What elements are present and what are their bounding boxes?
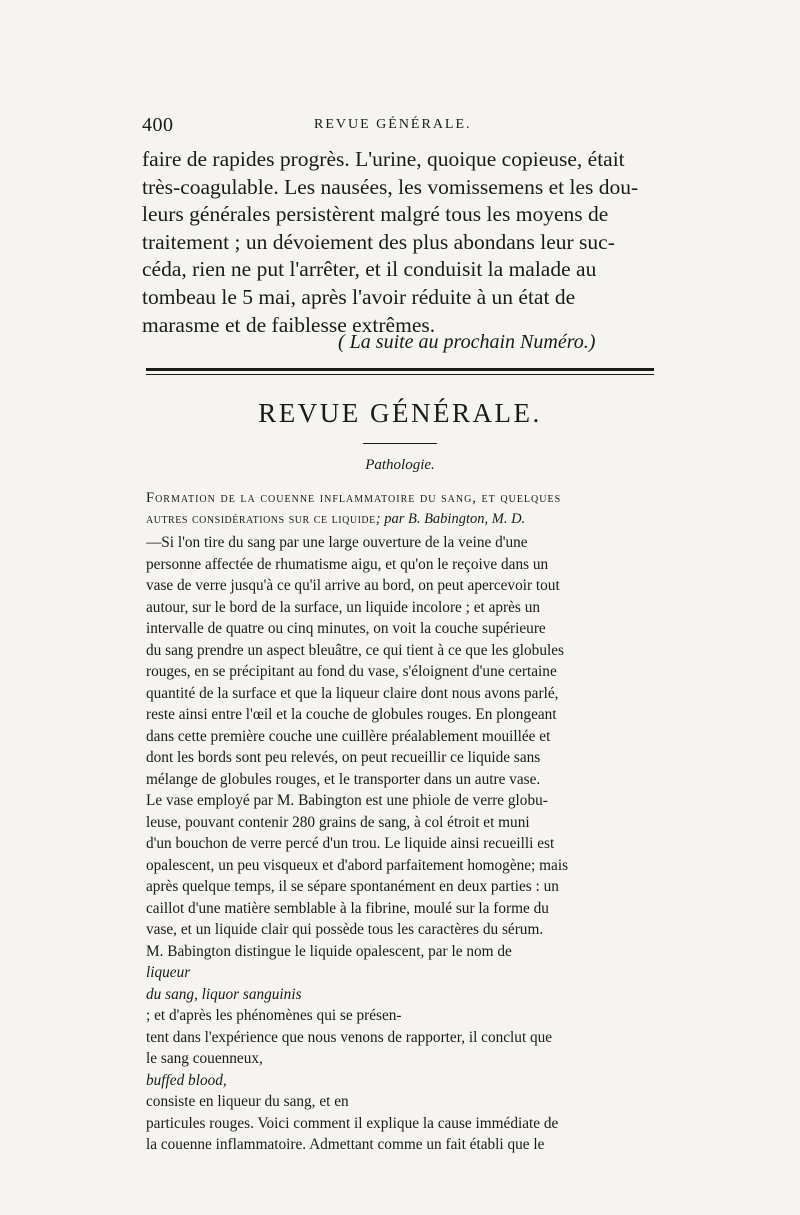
text-line: opalescent, un peu visqueux et d'abord parfaitement homogène; mais xyxy=(146,856,569,874)
text-line xyxy=(146,984,662,1027)
running-head xyxy=(142,114,662,138)
continuation-note: ( La suite au prochain Numéro.) xyxy=(338,331,596,353)
article-heading-line: Formation de la couenne inflammatoire du sang, et quelques xyxy=(146,490,562,506)
text-line: intervalle de quatre ou cinq minutes, on voit la couche supérieure xyxy=(146,620,546,637)
text-line xyxy=(146,941,662,984)
previous-article-ending xyxy=(142,146,660,339)
double-rule-thin xyxy=(146,374,654,375)
page-number: 400 xyxy=(142,114,174,136)
article-heading-caps: autres considérations sur ce liquide xyxy=(146,511,376,527)
text-line: quantité de la surface et que la liqueur claire dont nous avons parlé, xyxy=(146,684,559,702)
text-line: tombeau le 5 mai, après l'avoir réduite à un état de xyxy=(142,284,576,309)
text-line: la couenne inflammatoire. Admettant comme un fait établi que le xyxy=(146,1136,545,1153)
section-divider xyxy=(363,443,437,444)
text-line: Le vase employé par M. Babington est une phiole de verre globu- xyxy=(146,792,548,809)
text-segment-italic: du sang, liquor sanguinis xyxy=(146,985,302,1003)
text-line: vase, et un liquide clair qui possède tous les caractères du sérum. xyxy=(146,921,544,938)
text-segment: M. Babington distingue le liquide opalescent, par le nom de xyxy=(146,942,512,960)
text-line: leurs générales persistèrent malgré tous les moyens de xyxy=(142,202,609,227)
text-line: caillot d'une matière semblable à la fibrine, moulé sur la forme du xyxy=(146,899,549,917)
text-line: tent dans l'expérience que nous venons de rapporter, il conclut que xyxy=(146,1028,553,1046)
article-author: B. Babington, M. D. xyxy=(407,511,526,527)
text-line: très-coagulable. Les nausées, les vomissemens et les dou- xyxy=(142,174,639,199)
article-heading-par: ; par xyxy=(375,511,405,527)
text-segment-italic: buffed blood, xyxy=(146,1071,227,1089)
text-line: rouges, en se précipitant au fond du vase, s'éloignent d'une certaine xyxy=(146,663,557,680)
text-segment-italic: liqueur xyxy=(146,964,191,981)
article-body xyxy=(146,532,662,1156)
text-line xyxy=(146,1048,662,1113)
article-heading-line xyxy=(146,509,660,530)
text-line: après quelque temps, il se sépare spontanément en deux parties : un xyxy=(146,878,559,895)
text-line: particules rouges. Voici comment il explique la cause immédiate de xyxy=(146,1114,559,1132)
text-line: —Si l'on tire du sang par une large ouverture de la veine d'une xyxy=(146,534,528,551)
text-line: du sang prendre un aspect bleuâtre, ce qui tient à ce que les globules xyxy=(146,641,564,659)
text-line: faire de rapides progrès. L'urine, quoique copieuse, était xyxy=(142,147,625,171)
section-title: REVUE GÉNÉRALE. xyxy=(258,398,542,428)
text-line: traitement ; un dévoiement des plus abondans leur suc- xyxy=(142,229,615,254)
text-line: reste ainsi entre l'œil et la couche de globules rouges. En plongeant xyxy=(146,706,557,723)
text-line: vase de verre jusqu'à ce qu'il arrive au bord, on peut apercevoir tout xyxy=(146,577,560,594)
text-segment: ; et d'après les phénomènes qui se présen- xyxy=(146,1007,402,1024)
text-segment: consiste en liqueur du sang, et en xyxy=(146,1093,349,1110)
text-line: d'un bouchon de verre percé d'un trou. Le liquide ainsi recueilli est xyxy=(146,835,555,852)
text-line: autour, sur le bord de la surface, un liquide incolore ; et après un xyxy=(146,598,540,616)
text-line: marasme et de faiblesse extrêmes. xyxy=(142,312,436,337)
running-head-title: REVUE GÉNÉRALE. xyxy=(314,117,472,132)
article-heading xyxy=(146,488,660,530)
double-rule-thick xyxy=(146,368,654,371)
text-segment: le sang couenneux, xyxy=(146,1050,263,1067)
text-line: mélange de globules rouges, et le transporter dans un autre vase. xyxy=(146,770,541,788)
text-line: céda, rien ne put l'arrêter, et il conduisit la malade au xyxy=(142,257,597,282)
text-line: leuse, pouvant contenir 280 grains de sang, à col étroit et muni xyxy=(146,813,530,831)
text-line: dont les bords sont peu relevés, on peut recueillir ce liquide sans xyxy=(146,749,541,766)
text-line: dans cette première couche une cuillère préalablement mouillée et xyxy=(146,727,551,745)
subsection-title: Pathologie. xyxy=(365,457,435,473)
text-line: personne affectée de rhumatisme aigu, et qu'on le reçoive dans un xyxy=(146,555,549,573)
